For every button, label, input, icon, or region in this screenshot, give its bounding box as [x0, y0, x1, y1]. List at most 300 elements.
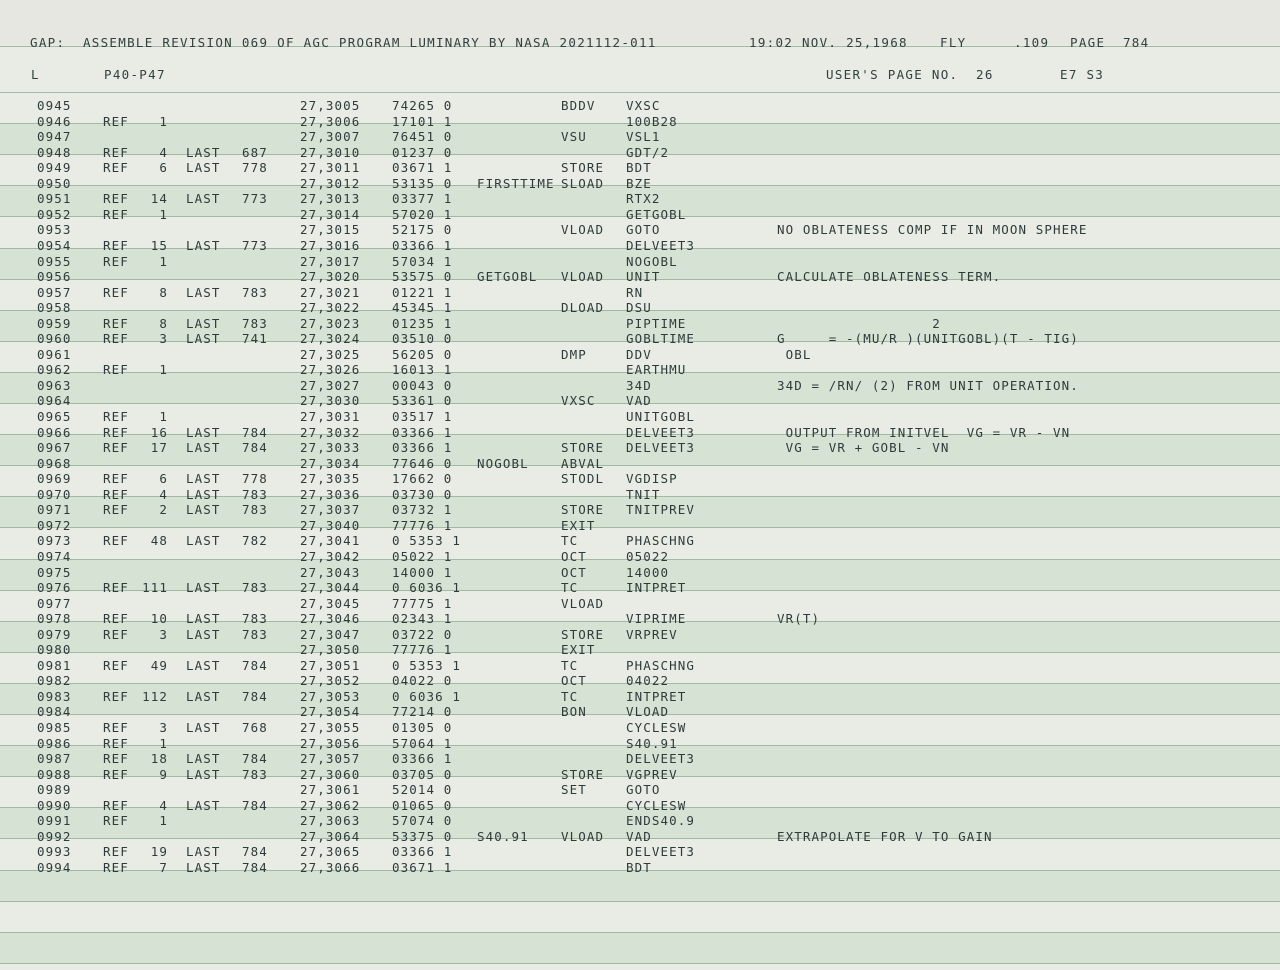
- octal-word: 03732 1: [392, 502, 453, 518]
- ref-count: 7: [159, 859, 168, 875]
- line-number: 0990: [37, 797, 72, 813]
- octal-word: 52175 0: [392, 222, 453, 238]
- last-tag: LAST: [186, 471, 221, 487]
- operand: 34D: [626, 377, 652, 393]
- ref-count: 49: [150, 657, 168, 673]
- octal-word: 53575 0: [392, 269, 453, 285]
- opcode: SET: [561, 782, 587, 798]
- line-number: 0984: [37, 704, 72, 720]
- memory-address: 27,3033: [300, 440, 361, 456]
- operand: 100B28: [626, 113, 678, 129]
- memory-address: 27,3026: [300, 362, 361, 378]
- ref-tag: REF: [103, 580, 129, 596]
- line-number: 0989: [37, 782, 72, 798]
- memory-address: 27,3054: [300, 704, 361, 720]
- octal-word: 14000 1: [392, 564, 453, 580]
- users-page-label: USER'S PAGE NO. 26: [826, 67, 994, 82]
- listing-line: [0, 720, 1280, 736]
- opcode: TC: [561, 580, 579, 596]
- memory-address: 27,3012: [300, 175, 361, 191]
- operand: NOGOBL: [626, 253, 678, 269]
- listing-line: [0, 456, 1280, 472]
- ref-count: 111: [142, 580, 168, 596]
- opcode: VLOAD: [561, 222, 605, 238]
- octal-word: 57020 1: [392, 206, 453, 222]
- line-number: 0980: [37, 642, 72, 658]
- octal-word: 53375 0: [392, 828, 453, 844]
- opcode: DLOAD: [561, 300, 605, 316]
- line-number: 0953: [37, 222, 72, 238]
- line-number: 0976: [37, 580, 72, 596]
- opcode: DMP: [561, 346, 587, 362]
- header-code: .109: [1014, 35, 1050, 50]
- comment: EXTRAPOLATE FOR V TO GAIN: [777, 828, 993, 844]
- memory-address: 27,3066: [300, 859, 361, 875]
- opcode: OCT: [561, 564, 587, 580]
- listing-line: [0, 160, 1280, 176]
- last-page: 784: [242, 657, 268, 673]
- octal-word: 03366 1: [392, 844, 453, 860]
- memory-address: 27,3023: [300, 315, 361, 331]
- line-number: 0965: [37, 409, 72, 424]
- listing-line: [0, 736, 1280, 752]
- listing-line: [0, 331, 1280, 347]
- ref-count: 3: [159, 331, 168, 347]
- memory-address: 27,3061: [300, 782, 361, 798]
- memory-address: 27,3032: [300, 424, 361, 440]
- last-page: 783: [242, 486, 268, 502]
- last-page: 783: [242, 284, 268, 300]
- line-number: 0969: [37, 471, 72, 487]
- last-page: 784: [242, 844, 268, 860]
- memory-address: 27,3011: [300, 160, 361, 176]
- octal-word: 52014 0: [392, 782, 453, 798]
- ref-tag: REF: [103, 766, 129, 782]
- octal-word: 03366 1: [392, 440, 453, 456]
- ref-tag: REF: [103, 191, 129, 207]
- octal-word: 05022 1: [392, 548, 453, 564]
- ref-tag: REF: [103, 424, 129, 440]
- listing-line: [0, 393, 1280, 409]
- memory-address: 27,3013: [300, 191, 361, 207]
- memory-address: 27,3006: [300, 113, 361, 129]
- operand: DELVEET3: [626, 440, 696, 456]
- memory-address: 27,3047: [300, 626, 361, 642]
- memory-address: 27,3045: [300, 595, 361, 611]
- ref-count: 6: [159, 471, 168, 487]
- ref-tag: REF: [103, 362, 129, 378]
- octal-word: 00043 0: [392, 377, 453, 393]
- memory-address: 27,3057: [300, 751, 361, 767]
- ref-count: 1: [159, 362, 168, 378]
- ref-count: 3: [159, 720, 168, 735]
- last-page: 773: [242, 191, 268, 207]
- operand: VSL1: [626, 129, 661, 145]
- memory-address: 27,3042: [300, 548, 361, 564]
- comment: NO OBLATENESS COMP IF IN MOON SPHERE: [777, 222, 1088, 238]
- memory-address: 27,3010: [300, 144, 361, 160]
- memory-address: 27,3064: [300, 828, 361, 844]
- opcode: TC: [561, 657, 579, 673]
- line-number: 0952: [37, 206, 72, 222]
- operand: DELVEET3: [626, 844, 696, 860]
- memory-address: 27,3051: [300, 657, 361, 673]
- operand: BDT: [626, 859, 652, 875]
- ref-count: 1: [159, 813, 168, 829]
- octal-word: 03366 1: [392, 237, 453, 253]
- operand: PHASCHNG: [626, 657, 696, 673]
- memory-address: 27,3062: [300, 797, 361, 813]
- ref-tag: REF: [103, 533, 129, 549]
- octal-word: 0 6036 1: [392, 580, 462, 596]
- opcode: EXIT: [561, 517, 596, 533]
- line-number: 0950: [37, 175, 72, 191]
- memory-address: 27,3037: [300, 502, 361, 518]
- ref-count: 2: [159, 502, 168, 518]
- ref-tag: REF: [103, 859, 129, 875]
- last-page: 784: [242, 440, 268, 456]
- operand: RTX2: [626, 191, 661, 207]
- ref-tag: REF: [103, 160, 129, 176]
- last-tag: LAST: [186, 191, 221, 207]
- opcode: VSU: [561, 129, 587, 145]
- operand: GETGOBL: [626, 206, 687, 222]
- header-page: PAGE 784: [1070, 35, 1150, 50]
- paper-green-band: [0, 932, 1280, 963]
- opcode: OCT: [561, 673, 587, 689]
- last-page: 783: [242, 315, 268, 331]
- ref-tag: REF: [103, 253, 129, 269]
- memory-address: 27,3016: [300, 237, 361, 253]
- line-number: 0961: [37, 346, 72, 362]
- listing-line: [0, 300, 1280, 316]
- ref-count: 6: [159, 160, 168, 176]
- octal-word: 03730 0: [392, 486, 453, 502]
- last-tag: LAST: [186, 657, 221, 673]
- last-tag: LAST: [186, 859, 221, 875]
- listing-line: [0, 487, 1280, 503]
- ref-count: 1: [159, 253, 168, 269]
- comment: 34D = /RN/ (2) FROM UNIT OPERATION.: [777, 377, 1079, 393]
- comment: CALCULATE OBLATENESS TERM.: [777, 269, 1002, 285]
- octal-word: 01305 0: [392, 720, 453, 735]
- listing-line: [0, 860, 1280, 876]
- sheet-code: E7 S3: [1060, 67, 1105, 82]
- memory-address: 27,3035: [300, 471, 361, 487]
- octal-word: 57074 0: [392, 813, 453, 829]
- ref-count: 1: [159, 113, 168, 129]
- line-number: 0968: [37, 455, 72, 471]
- last-page: 773: [242, 237, 268, 253]
- operand: VGDISP: [626, 471, 678, 487]
- opcode: TC: [561, 688, 579, 704]
- listing-line: [0, 129, 1280, 145]
- operand: VAD: [626, 828, 652, 844]
- operand: DELVEET3: [626, 424, 696, 440]
- memory-address: 27,3017: [300, 253, 361, 269]
- listing-line: [0, 222, 1280, 238]
- octal-word: 03517 1: [392, 409, 453, 424]
- last-page: 784: [242, 797, 268, 813]
- listing-line: [0, 829, 1280, 845]
- ref-tag: REF: [103, 113, 129, 129]
- ref-tag: REF: [103, 813, 129, 829]
- memory-address: 27,3055: [300, 720, 361, 735]
- opcode: STORE: [561, 626, 605, 642]
- comment: VG = VR + GOBL - VN: [777, 440, 950, 456]
- line-number: 0987: [37, 751, 72, 767]
- header-fly: FLY: [940, 35, 967, 50]
- last-page: 784: [242, 688, 268, 704]
- symbol-label: NOGOBL: [477, 455, 529, 471]
- line-number: 0946: [37, 113, 72, 129]
- paper-rule: [0, 963, 1280, 964]
- opcode: VXSC: [561, 393, 596, 409]
- last-page: 784: [242, 424, 268, 440]
- ref-count: 4: [159, 144, 168, 160]
- operand: UNIT: [626, 269, 661, 285]
- last-page: 784: [242, 859, 268, 875]
- last-tag: LAST: [186, 315, 221, 331]
- listing-line: [0, 114, 1280, 130]
- memory-address: 27,3034: [300, 455, 361, 471]
- listing-line: [0, 627, 1280, 643]
- operand: INTPRET: [626, 580, 687, 596]
- opcode: STORE: [561, 440, 605, 456]
- comment: OUTPUT FROM INITVEL VG = VR - VN: [777, 424, 1071, 440]
- memory-address: 27,3027: [300, 377, 361, 393]
- operand: TNITPREV: [626, 502, 696, 518]
- opcode: STORE: [561, 766, 605, 782]
- operand: CYCLESW: [626, 797, 687, 813]
- line-number: 0988: [37, 766, 72, 782]
- ref-count: 48: [150, 533, 168, 549]
- octal-word: 57064 1: [392, 735, 453, 751]
- operand: DELVEET3: [626, 237, 696, 253]
- memory-address: 27,3044: [300, 580, 361, 596]
- line-number: 0948: [37, 144, 72, 160]
- operand: PIPTIME: [626, 315, 687, 331]
- operand: GOTO: [626, 782, 661, 798]
- ref-tag: REF: [103, 657, 129, 673]
- operand: DDV: [626, 346, 652, 362]
- subheader-program: P40-P47: [104, 67, 166, 82]
- listing-line: [0, 269, 1280, 285]
- line-number: 0962: [37, 362, 72, 378]
- line-number: 0955: [37, 253, 72, 269]
- line-number: 0958: [37, 300, 72, 316]
- ref-tag: REF: [103, 486, 129, 502]
- line-number: 0967: [37, 440, 72, 456]
- last-tag: LAST: [186, 440, 221, 456]
- line-number: 0959: [37, 315, 72, 331]
- listing-line: [0, 704, 1280, 720]
- ref-tag: REF: [103, 409, 129, 424]
- last-page: 768: [242, 720, 268, 735]
- paper-rule: [0, 932, 1280, 933]
- memory-address: 27,3014: [300, 206, 361, 222]
- octal-word: 03366 1: [392, 424, 453, 440]
- octal-word: 77214 0: [392, 704, 453, 720]
- operand: BDT: [626, 160, 652, 176]
- ref-count: 15: [150, 237, 168, 253]
- octal-word: 77775 1: [392, 595, 453, 611]
- symbol-label: GETGOBL: [477, 269, 538, 285]
- octal-word: 57034 1: [392, 253, 453, 269]
- last-tag: LAST: [186, 160, 221, 176]
- ref-count: 4: [159, 486, 168, 502]
- operand: VRPREV: [626, 626, 678, 642]
- listing-line: [0, 596, 1280, 612]
- listing-line: [0, 798, 1280, 814]
- octal-word: 0 6036 1: [392, 688, 462, 704]
- operand: EARTHMU: [626, 362, 687, 378]
- last-tag: LAST: [186, 611, 221, 627]
- operand: TNIT: [626, 486, 661, 502]
- memory-address: 27,3005: [300, 98, 361, 113]
- ref-count: 4: [159, 797, 168, 813]
- memory-address: 27,3015: [300, 222, 361, 238]
- memory-address: 27,3056: [300, 735, 361, 751]
- listing-line: [0, 565, 1280, 581]
- line-number: 0947: [37, 129, 72, 145]
- header-time: 19:02 NOV. 25,1968: [749, 35, 908, 50]
- octal-word: 01237 0: [392, 144, 453, 160]
- line-number: 0974: [37, 548, 72, 564]
- listing-line: [0, 533, 1280, 549]
- operand: VXSC: [626, 98, 661, 113]
- octal-word: 03510 0: [392, 331, 453, 347]
- ref-tag: REF: [103, 440, 129, 456]
- ref-count: 16: [150, 424, 168, 440]
- ref-count: 19: [150, 844, 168, 860]
- listing-line: [0, 813, 1280, 829]
- memory-address: 27,3046: [300, 611, 361, 627]
- ref-tag: REF: [103, 144, 129, 160]
- paper-rule: [0, 901, 1280, 902]
- line-number: 0991: [37, 813, 72, 829]
- line-number: 0972: [37, 517, 72, 533]
- last-tag: LAST: [186, 486, 221, 502]
- octal-word: 01221 1: [392, 284, 453, 300]
- last-tag: LAST: [186, 720, 221, 735]
- listing-line: [0, 409, 1280, 425]
- octal-word: 03671 1: [392, 859, 453, 875]
- octal-word: 17101 1: [392, 113, 453, 129]
- line-number: 0973: [37, 533, 72, 549]
- octal-word: 0 5353 1: [392, 657, 462, 673]
- ref-tag: REF: [103, 735, 129, 751]
- ref-count: 1: [159, 735, 168, 751]
- listing-line: [0, 362, 1280, 378]
- last-page: 778: [242, 160, 268, 176]
- memory-address: 27,3021: [300, 284, 361, 300]
- last-page: 784: [242, 751, 268, 767]
- listing-line: [0, 471, 1280, 487]
- line-number: 0983: [37, 688, 72, 704]
- last-tag: LAST: [186, 580, 221, 596]
- octal-word: 77776 1: [392, 517, 453, 533]
- listing-line: [0, 642, 1280, 658]
- octal-word: 17662 0: [392, 471, 453, 487]
- listing-line: [0, 502, 1280, 518]
- listing-line: [0, 440, 1280, 456]
- ref-tag: REF: [103, 284, 129, 300]
- last-tag: LAST: [186, 284, 221, 300]
- octal-word: 53135 0: [392, 175, 453, 191]
- symbol-label: S40.91: [477, 828, 529, 844]
- last-page: 783: [242, 580, 268, 596]
- octal-word: 45345 1: [392, 300, 453, 316]
- operand: UNITGOBL: [626, 409, 696, 424]
- octal-word: 01065 0: [392, 797, 453, 813]
- last-tag: LAST: [186, 144, 221, 160]
- octal-word: 01235 1: [392, 315, 453, 331]
- ref-tag: REF: [103, 720, 129, 735]
- ref-tag: REF: [103, 844, 129, 860]
- memory-address: 27,3043: [300, 564, 361, 580]
- last-tag: LAST: [186, 502, 221, 518]
- memory-address: 27,3020: [300, 269, 361, 285]
- listing-line: [0, 98, 1280, 114]
- last-tag: LAST: [186, 331, 221, 347]
- operand: S40.91: [626, 735, 678, 751]
- listing-line: [0, 782, 1280, 798]
- listing-line: [0, 145, 1280, 161]
- last-page: 778: [242, 471, 268, 487]
- operand: CYCLESW: [626, 720, 687, 735]
- last-tag: LAST: [186, 844, 221, 860]
- listing-line: [0, 549, 1280, 565]
- last-tag: LAST: [186, 626, 221, 642]
- octal-word: 03722 0: [392, 626, 453, 642]
- header-title: GAP: ASSEMBLE REVISION 069 OF AGC PROGRAM LUMINARY BY NASA 2021112-011: [30, 35, 657, 50]
- last-page: 783: [242, 626, 268, 642]
- memory-address: 27,3036: [300, 486, 361, 502]
- listing-line: [0, 176, 1280, 192]
- line-number: 0956: [37, 269, 72, 285]
- operand: GOBLTIME: [626, 331, 696, 347]
- line-number: 0957: [37, 284, 72, 300]
- ref-tag: REF: [103, 797, 129, 813]
- ref-count: 14: [150, 191, 168, 207]
- line-number: 0994: [37, 859, 72, 875]
- line-number: 0951: [37, 191, 72, 207]
- ref-count: 1: [159, 206, 168, 222]
- octal-word: 53361 0: [392, 393, 453, 409]
- line-number: 0971: [37, 502, 72, 518]
- ref-count: 10: [150, 611, 168, 627]
- memory-address: 27,3053: [300, 688, 361, 704]
- ref-count: 112: [142, 688, 168, 704]
- listing-line: [0, 580, 1280, 596]
- opcode: VLOAD: [561, 269, 605, 285]
- ref-tag: REF: [103, 471, 129, 487]
- listing-line: [0, 767, 1280, 783]
- last-tag: LAST: [186, 751, 221, 767]
- line-number: 0986: [37, 735, 72, 751]
- ref-count: 17: [150, 440, 168, 456]
- memory-address: 27,3041: [300, 533, 361, 549]
- opcode: STORE: [561, 160, 605, 176]
- line-number: 0979: [37, 626, 72, 642]
- listing-line: [0, 191, 1280, 207]
- memory-address: 27,3022: [300, 300, 361, 316]
- operand: DSU: [626, 300, 652, 316]
- last-tag: LAST: [186, 424, 221, 440]
- octal-word: 76451 0: [392, 129, 453, 145]
- line-number: 0970: [37, 486, 72, 502]
